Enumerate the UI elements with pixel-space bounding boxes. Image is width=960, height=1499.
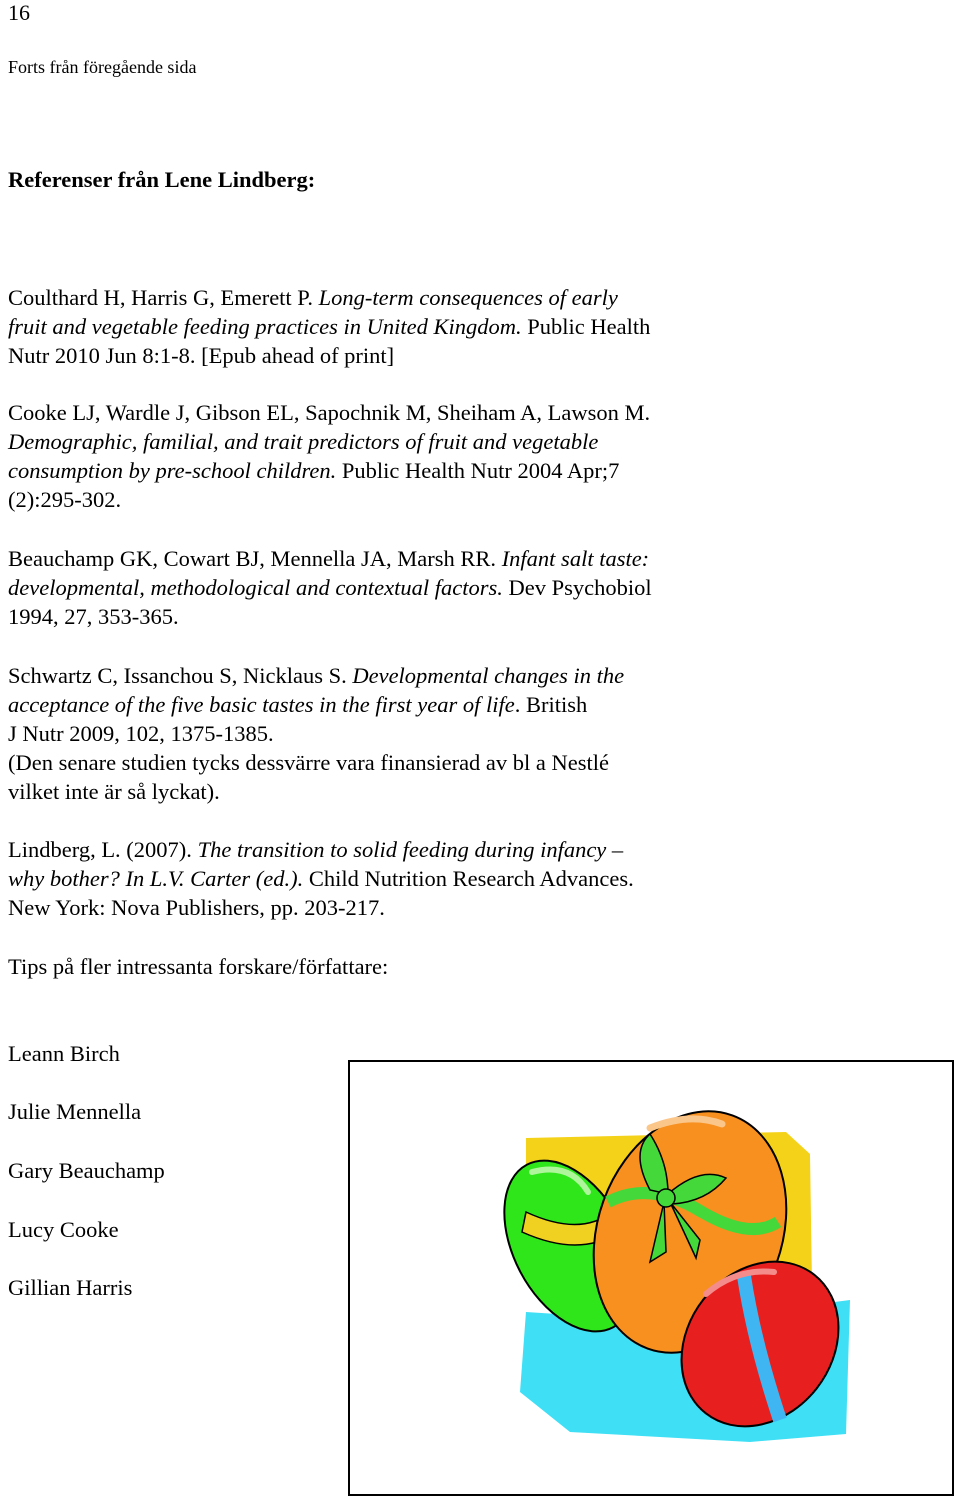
- ref-line: 1994, 27, 353-365.: [8, 604, 179, 629]
- ref-line: developmental, methodological and contextual factors. Dev Psychobiol: [8, 575, 652, 600]
- researcher-name: Gillian Harris: [8, 1275, 133, 1300]
- reference-5: [8, 835, 768, 922]
- ref-line: Beauchamp GK, Cowart BJ, Mennella JA, Marsh RR. Infant salt taste:: [8, 546, 650, 571]
- ref-line: consumption by pre-school children. Public Health Nutr 2004 Apr;7: [8, 458, 620, 483]
- ref-line: fruit and vegetable feeding practices in United Kingdom. Public Health: [8, 314, 651, 339]
- researcher-name: Lucy Cooke: [8, 1217, 119, 1242]
- ref-line: acceptance of the five basic tastes in the first year of life. British: [8, 692, 588, 717]
- ref-line: Cooke LJ, Wardle J, Gibson EL, Sapochnik M, Sheiham A, Lawson M.: [8, 400, 651, 425]
- reference-3: [8, 544, 768, 631]
- ref-line: (2):295-302.: [8, 487, 122, 512]
- easter-eggs-clipart: [350, 1062, 952, 1494]
- reference-4: [8, 661, 768, 806]
- page-number: 16: [8, 0, 30, 25]
- ref-line: why bother? In L.V. Carter (ed.). Child Nutrition Research Advances.: [8, 866, 634, 891]
- running-head: Forts från föregående sida: [8, 57, 197, 77]
- researcher-name: Gary Beauchamp: [8, 1158, 165, 1183]
- reference-2: [8, 398, 768, 514]
- easter-eggs-picture: [348, 1060, 954, 1496]
- ref-line: Demographic, familial, and trait predictors of fruit and vegetable: [8, 429, 599, 454]
- researcher-name: Julie Mennella: [8, 1099, 142, 1124]
- researcher-name: Leann Birch: [8, 1041, 120, 1066]
- ref-line: Coulthard H, Harris G, Emerett P. Long-term consequences of early: [8, 285, 618, 310]
- references-heading: Referenser från Lene Lindberg:: [8, 167, 316, 192]
- ref-note: (Den senare studien tycks dessvärre vara finansierad av bl a Nestlé: [8, 750, 610, 775]
- ref-note: vilket inte är så lyckat).: [8, 779, 220, 804]
- ref-line: Schwartz C, Issanchou S, Nicklaus S. Developmental changes in the: [8, 663, 625, 688]
- ref-line: New York: Nova Publishers, pp. 203-217.: [8, 895, 385, 920]
- reference-1: [8, 283, 768, 370]
- tips-heading: Tips på fler intressanta forskare/författare:: [8, 954, 389, 979]
- ref-line: J Nutr 2009, 102, 1375-1385.: [8, 721, 274, 746]
- ref-line: Nutr 2010 Jun 8:1-8. [Epub ahead of print]: [8, 343, 395, 368]
- ref-line: Lindberg, L. (2007). The transition to solid feeding during infancy –: [8, 837, 624, 862]
